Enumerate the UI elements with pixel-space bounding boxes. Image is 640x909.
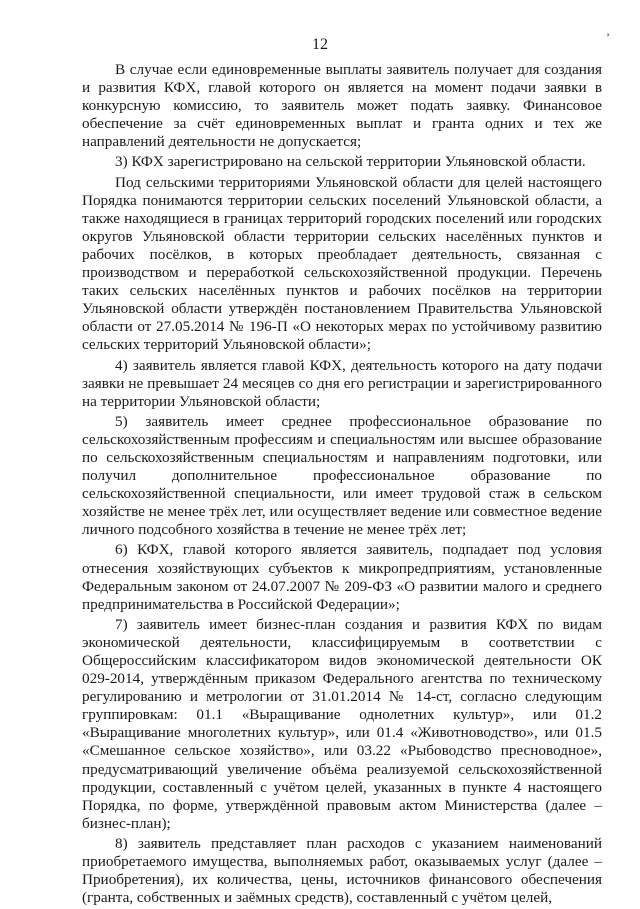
paragraph-item-4: 4) заявитель является главой КФХ, деятельность которого на дату подачи заявки не превышает 24 месяцев со дня его регистрации и зарегистрированного на территории Ульяновской области; bbox=[82, 356, 602, 410]
paragraph-rural-territories: Под сельскими территориями Ульяновской области для целей настоящего Порядка понимаются территории сельских поселений Ульяновской области, а также находящиеся в границах территорий городских поселений или городских округов Ульяновской области территории сельских населённых пунктов и рабочих посёлков, в которых преобладает деятельность, связанная с производством и переработкой сельскохозяйственной продукции. Перечень таких сельских населённых пунктов и рабочих посёлков на территории Ульяновской области утверждён постановлением Правительства Ульяновской области от 27.05.2014 № 196-П «О некоторых мерах по устойчивому развитию сельских территорий Ульяновской области»; bbox=[82, 173, 602, 354]
paragraph-item-7: 7) заявитель имеет бизнес-план создания и развития КФХ по видам экономической деятельности, классифицируемым в соответствии с Общероссийским классификатором видов экономической деятельности ОК 029-2014, утверждённым приказом Федерального агентства по техническому регулированию и метрологии от 31.01.2014 № 14-ст, согласно следующим группировкам: 01.1 «Выращивание однолетних культур», или 01.2 «Выращивание многолетних культур», или 01.4 «Животноводство», или 01.5 «Смешанное сельское хозяйство», или 03.22 «Рыбоводство пресноводное», предусматривающий увеличение объёма реализуемой сельскохозяйственной продукции, составленный с учётом целей, указанных в пункте 4 настоящего Порядка, по форме, утверждённой правовым актом Министерства (далее – бизнес-план); bbox=[82, 615, 602, 832]
paragraph-item-3: 3) КФХ зарегистрировано на сельской территории Ульяновской области. bbox=[115, 153, 586, 171]
page-number: 12 bbox=[312, 36, 328, 53]
document-body bbox=[82, 61, 602, 909]
paragraph-item-6: 6) КФХ, главой которого является заявитель, подпадает под условия отнесения хозяйствующих субъектов к микропредприятиям, установленные Федеральным законом от 24.07.2007 № 209-ФЗ «О развитии малого и среднего предпринимательства в Российской Федерации»; bbox=[82, 541, 602, 613]
paragraph-item-5: 5) заявитель имеет среднее профессиональное образование по сельскохозяйственным профессиям и специальностям или высшее образование по сельскохозяйственным специальностям и направлениям подготовки, или получил дополнительное профессиональное образование по сельскохозяйственной специальности, или имеет трудовой стаж в сельском хозяйстве не менее трёх лет, или осуществляет ведение или совместное ведение личного подсобного хозяйства в течение не менее трёх лет; bbox=[82, 412, 602, 539]
paragraph-lump-sum-payments: В случае если единовременные выплаты заявитель получает для создания и развития КФХ, главой которого он является на момент подачи заявки в конкурсную комиссию, то заявитель может подать заявку. Финансовое обеспечение за счёт единовременных выплат и гранта одних и тех же направлений деятельности не допускается; bbox=[82, 61, 602, 151]
scan-mark: ’ bbox=[606, 30, 610, 44]
paragraph-item-8: 8) заявитель представляет план расходов с указанием наименований приобретаемого имущества, выполняемых работ, оказываемых услуг (далее – Приобретения), их количества, цены, источников финансового обеспечения (гранта, собственных и заёмных средств), составленный с учётом целей, bbox=[82, 834, 602, 907]
